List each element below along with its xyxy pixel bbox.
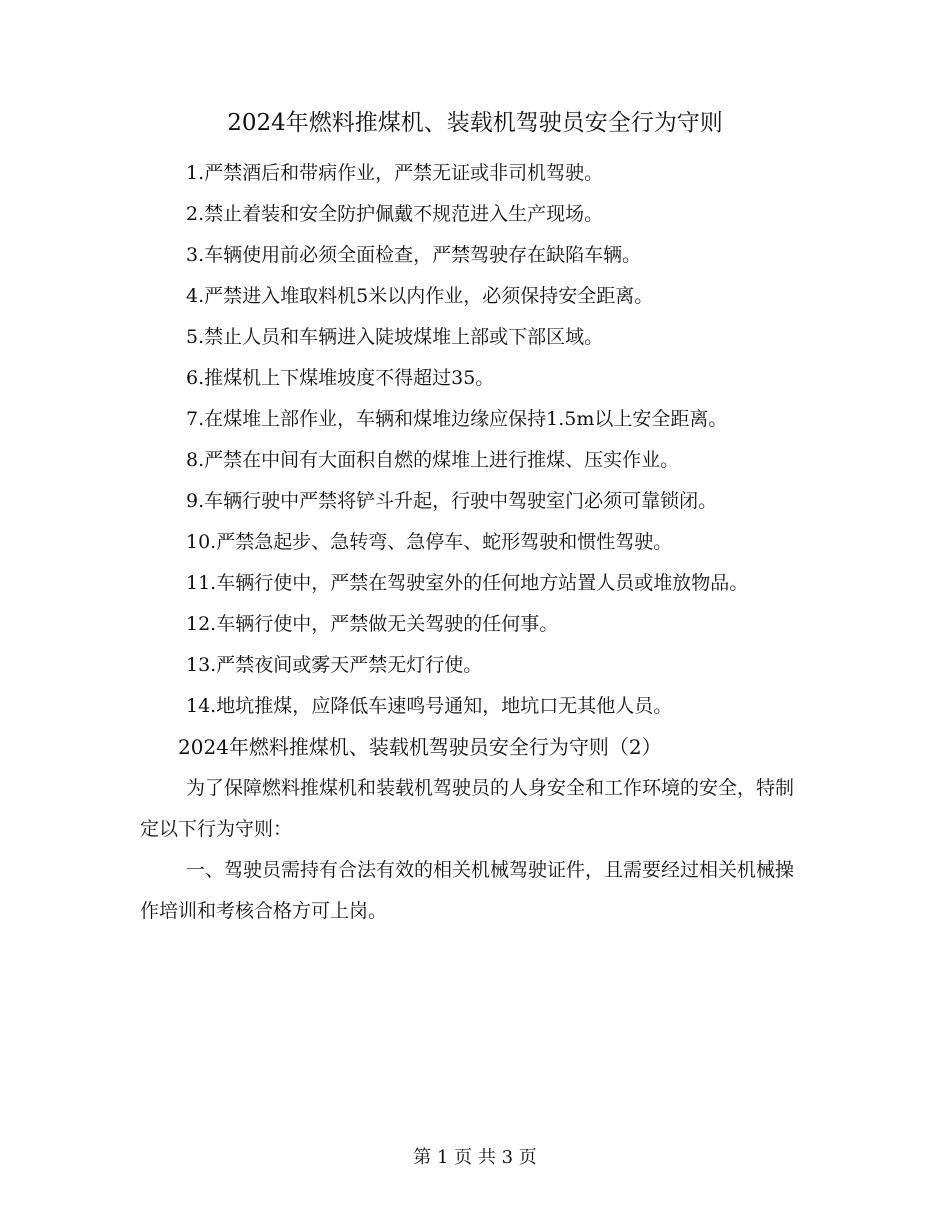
intro-paragraph: 为了保障燃料推煤机和装载机驾驶员的人身安全和工作环境的安全，特制定以下行为守则：	[140, 777, 795, 840]
document-body	[140, 153, 810, 932]
page-footer: 第 1 页 共 3 页	[413, 1147, 537, 1168]
rule-item: 14.地坑推煤，应降低车速鸣号通知，地坑口无其他人员。	[186, 695, 673, 717]
rule-item: 1.严禁酒后和带病作业，严禁无证或非司机驾驶。	[186, 162, 604, 184]
document-title: 2024年燃料推煤机、装载机驾驶员安全行为守则	[227, 110, 723, 136]
rule-item: 2.禁止着装和安全防护佩戴不规范进入生产现场。	[186, 203, 604, 225]
rule-item: 5.禁止人员和车辆进入陡坡煤堆上部或下部区域。	[186, 326, 604, 348]
rule-item: 12.车辆行使中，严禁做无关驾驶的任何事。	[186, 613, 559, 635]
clause-paragraph: 一、驾驶员需持有合法有效的相关机械驾驶证件，且需要经过相关机械操作培训和考核合格方可上岗。	[140, 859, 795, 922]
rule-item: 13.严禁夜间或雾天严禁无灯行使。	[186, 654, 483, 676]
rule-item: 10.严禁急起步、急转弯、急停车、蛇形驾驶和惯性驾驶。	[186, 531, 673, 553]
rule-item: 6.推煤机上下煤堆坡度不得超过35。	[186, 367, 495, 389]
rule-item: 9.车辆行驶中严禁将铲斗升起，行驶中驾驶室门必须可靠锁闭。	[186, 490, 718, 512]
rule-item: 8.严禁在中间有大面积自燃的煤堆上进行推煤、压实作业。	[186, 449, 680, 471]
rule-item: 11.车辆行使中，严禁在驾驶室外的任何地方站置人员或堆放物品。	[186, 572, 749, 594]
rule-item: 4.严禁进入堆取料机5米以内作业，必须保持安全距离。	[186, 285, 654, 307]
section-title: 2024年燃料推煤机、装载机驾驶员安全行为守则（2）	[178, 735, 662, 759]
rule-item: 7.在煤堆上部作业，车辆和煤堆边缘应保持1.5m以上安全距离。	[186, 408, 728, 430]
rule-item: 3.车辆使用前必须全面检查，严禁驾驶存在缺陷车辆。	[186, 244, 642, 266]
